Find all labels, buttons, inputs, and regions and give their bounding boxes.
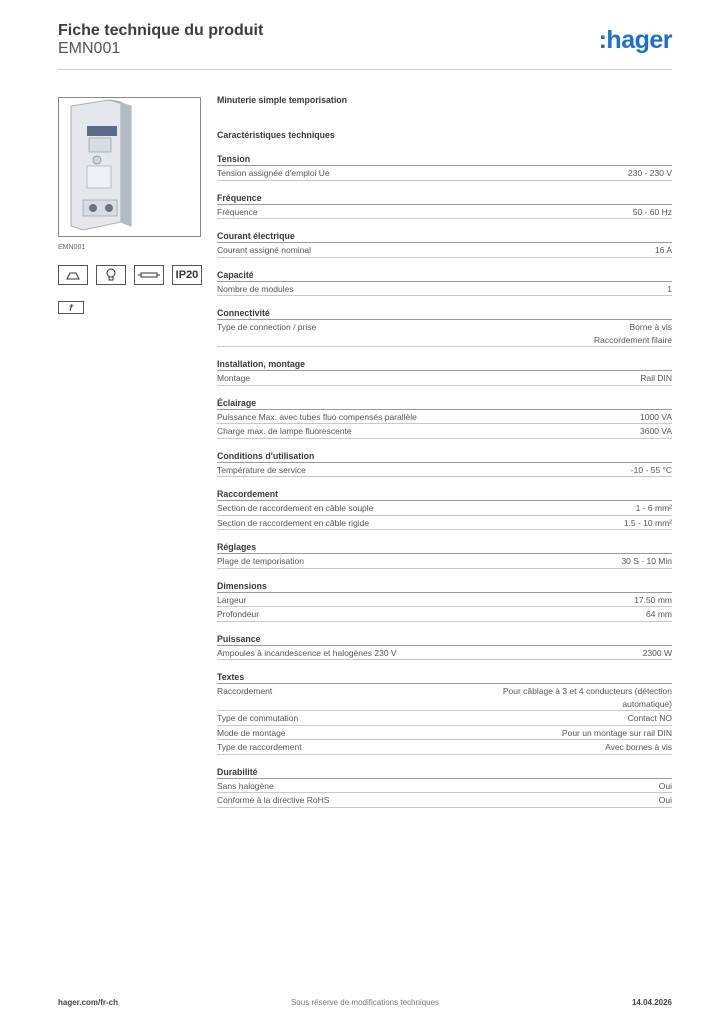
spec-value: 230 - 230 V (628, 168, 672, 178)
spec-group (217, 153, 672, 181)
spec-label: Plage de temporisation (217, 556, 304, 566)
spec-value: 30 S - 10 Min (621, 556, 672, 566)
product-image (58, 97, 201, 237)
spec-group (217, 541, 672, 569)
spec-group-title: Conditions d'utilisation (217, 450, 672, 463)
spec-row (217, 243, 672, 258)
page-header (58, 22, 672, 70)
spec-value: Oui (658, 780, 672, 791)
spec-row (217, 205, 672, 220)
spec-group-title: Réglages (217, 541, 672, 554)
technical-specifications (217, 95, 672, 808)
spec-label: Section de raccordement en câble souple (217, 503, 374, 513)
spec-label: Type de raccordement (217, 742, 302, 752)
ip-rating-icon (172, 265, 202, 285)
spec-group-title: Capacité (217, 269, 672, 282)
spec-label: Puissance Max. avec tubes fluo compensés parallèle (217, 411, 417, 422)
spec-row (217, 779, 672, 794)
spec-label: Sans halogène (217, 780, 274, 791)
mounting-symbol-icon-box (58, 265, 88, 285)
lamp-icon (106, 268, 116, 282)
spec-label: Largeur (217, 594, 247, 605)
spec-label: Montage (217, 373, 251, 383)
spec-row (217, 646, 672, 661)
spec-value: 2300 W (642, 647, 672, 658)
spec-label: Courant assigné nominal (217, 245, 312, 255)
specifications-heading: Caractéristiques techniques (217, 130, 335, 140)
spec-value: 1 - 6 mm² (635, 503, 672, 513)
spec-group-title: Puissance (217, 633, 672, 646)
spec-row (217, 593, 672, 608)
spec-label: Charge max. de lampe fluorescente (217, 426, 352, 436)
spec-group-title: Installation, montage (217, 358, 672, 371)
spec-group-title: Textes (217, 671, 672, 684)
ip-rating-label: IP20 (175, 269, 199, 281)
spec-group (217, 397, 672, 439)
spec-row (217, 607, 672, 622)
timer-icon (66, 303, 76, 312)
spec-value: Borne à vis Raccordement filaire (594, 322, 672, 345)
spec-label: Raccordement (217, 686, 273, 696)
spec-label: Profondeur (217, 609, 260, 619)
spec-value: Oui (658, 795, 672, 805)
timer-icon-box (58, 301, 84, 314)
spec-label: Conforme à la directive RoHS (217, 795, 330, 805)
spec-row (217, 166, 672, 181)
product-reference: EMN001 (58, 40, 121, 57)
spec-groups (217, 153, 672, 808)
spec-value: 64 mm (646, 609, 672, 619)
spec-row (217, 410, 672, 425)
hager-logo: :hager (598, 26, 672, 54)
spec-group-title: Durabilité (217, 766, 672, 779)
spec-group (217, 633, 672, 661)
spec-value: Rail DIN (640, 373, 672, 383)
spec-row (217, 684, 672, 711)
spec-row (217, 463, 672, 478)
spec-group (217, 230, 672, 258)
spec-group-title: Raccordement (217, 488, 672, 501)
spec-group (217, 358, 672, 386)
spec-value: Avec bornes à vis (605, 742, 672, 752)
spec-label: Nombre de modules (217, 283, 294, 294)
spec-group (217, 192, 672, 220)
spec-row (217, 371, 672, 386)
spec-label: Tension assignée d'emploi Ue (217, 168, 330, 178)
spec-row (217, 740, 672, 755)
spec-group (217, 307, 672, 347)
spec-group-title: Fréquence (217, 192, 672, 205)
spec-group (217, 766, 672, 808)
spec-value: 17.50 mm (634, 594, 672, 605)
spec-row (217, 554, 672, 569)
spec-group-title: Tension (217, 153, 672, 166)
spec-value: Contact NO (627, 713, 672, 723)
spec-row (217, 711, 672, 726)
fluorescent-tube-icon-box (134, 265, 164, 285)
mounting-symbol-icon (66, 270, 80, 280)
spec-label: Type de commutation (217, 713, 299, 723)
spec-value: -10 - 55 °C (630, 464, 672, 475)
spec-group (217, 580, 672, 622)
spec-value: 3600 VA (640, 426, 672, 436)
spec-label: Température de service (217, 464, 306, 475)
spec-group-title: Dimensions (217, 580, 672, 593)
spec-row (217, 793, 672, 808)
product-name: Minuterie simple temporisation (217, 95, 348, 105)
footer-website-link[interactable]: hager.com/fr-ch (58, 998, 119, 1007)
spec-group-title: Courant électrique (217, 230, 672, 243)
spec-row (217, 424, 672, 439)
spec-label: Type de connection / prise (217, 322, 317, 332)
spec-row (217, 726, 672, 741)
spec-group (217, 671, 672, 755)
spec-value: 1000 VA (640, 411, 672, 422)
spec-value: 50 - 60 Hz (632, 206, 672, 217)
spec-label: Mode de montage (217, 727, 286, 738)
document-title: Fiche technique du produit (58, 22, 264, 39)
spec-value: Pour câblage à 3 et 4 conducteurs (détection automatique) (502, 686, 672, 709)
spec-value: Pour un montage sur rail DIN (561, 727, 672, 738)
spec-label: Section de raccordement en câble rigide (217, 517, 370, 528)
spec-group-title: Éclairage (217, 397, 672, 410)
footer-date: 14.04.2026 (631, 998, 672, 1007)
din-module-illustration (59, 98, 200, 236)
spec-value: 1 (667, 283, 672, 294)
spec-label: Ampoules à incandescence et halogènes 230 V (217, 647, 397, 658)
spec-row (217, 516, 672, 531)
spec-label: Fréquence (217, 206, 258, 217)
spec-row (217, 501, 672, 516)
spec-row (217, 282, 672, 297)
spec-group (217, 269, 672, 297)
spec-group (217, 450, 672, 478)
spec-group-title: Connectivité (217, 307, 672, 320)
fluorescent-tube-icon (138, 271, 160, 279)
spec-row (217, 320, 672, 347)
image-caption: EMN001 (58, 244, 86, 251)
spec-group (217, 488, 672, 530)
spec-value: 16 A (654, 245, 672, 255)
lamp-icon-box (96, 265, 126, 285)
spec-value: 1.5 - 10 mm² (623, 517, 672, 528)
footer-note: Sous réserve de modifications techniques (290, 998, 440, 1007)
